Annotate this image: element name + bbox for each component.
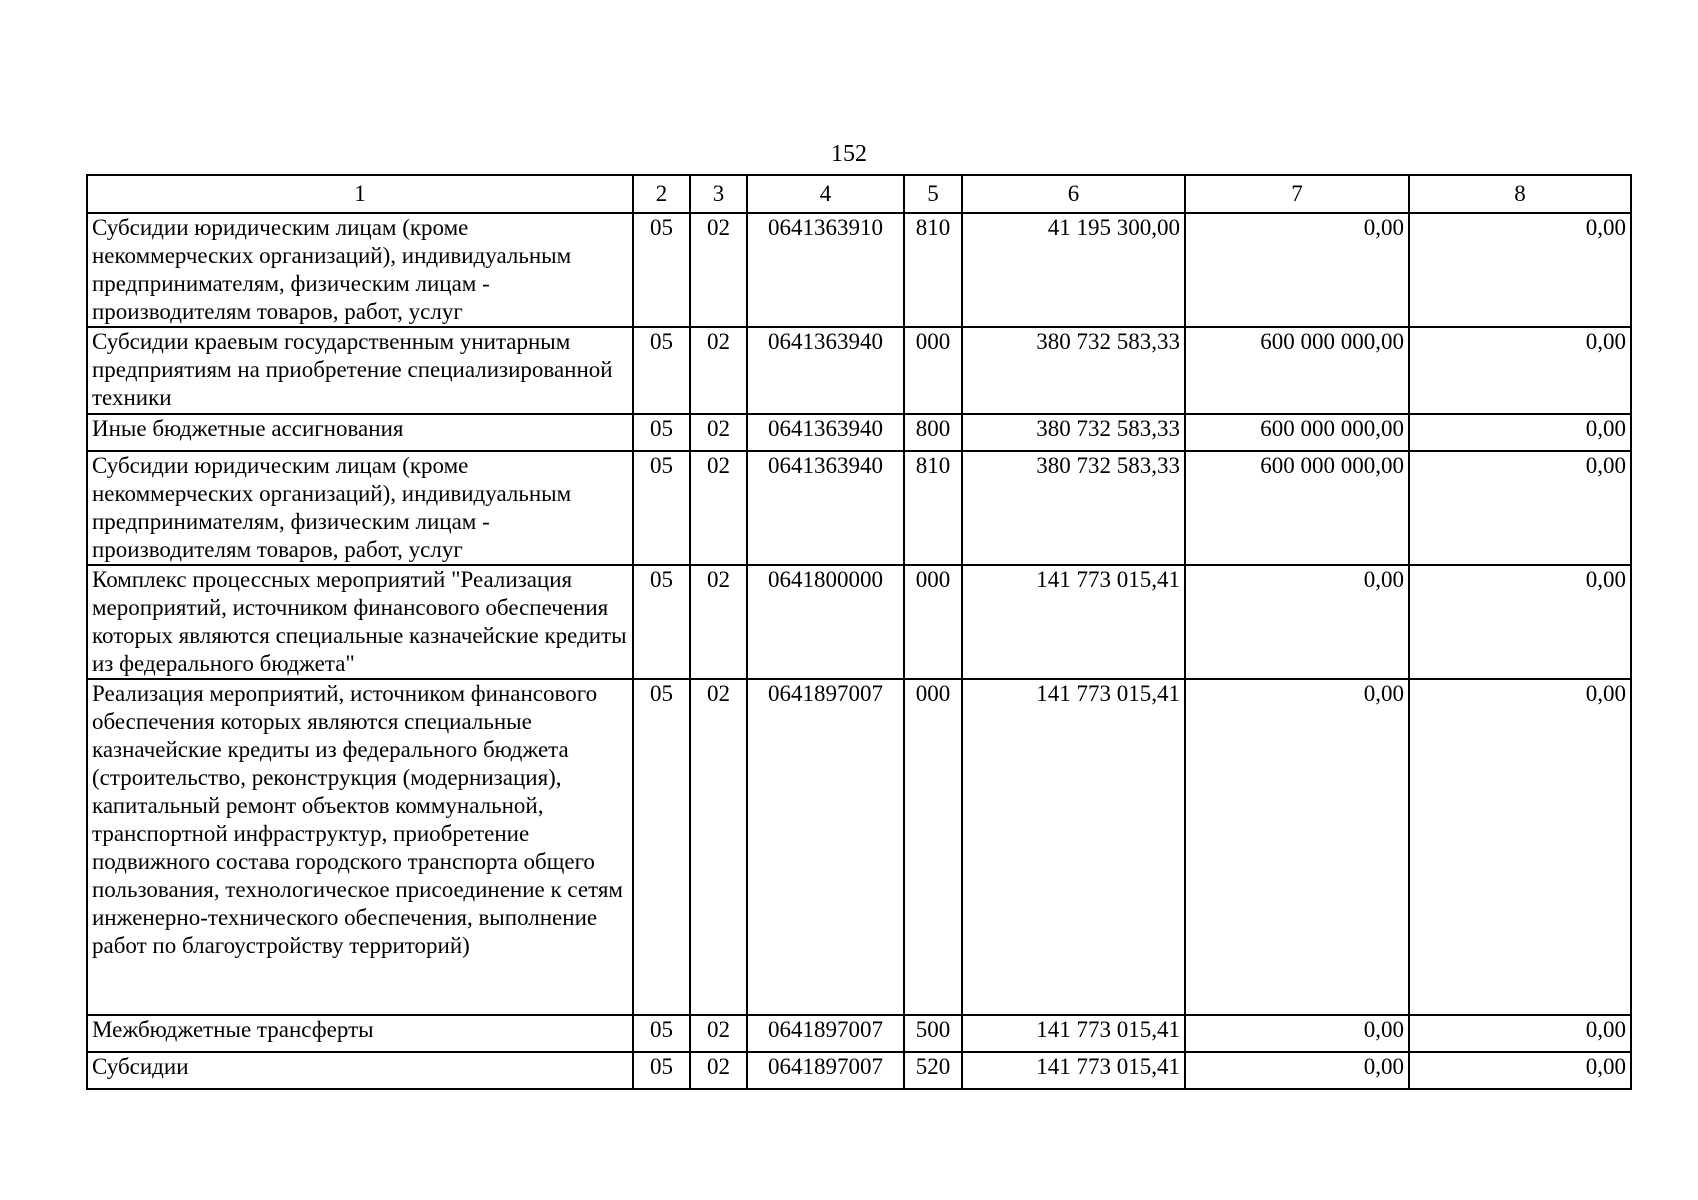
table-row [87, 679, 1631, 1015]
amount-col-6: 141 773 015,41 [962, 565, 1185, 679]
amount-col-6: 141 773 015,41 [962, 679, 1185, 1015]
section-code: 05 [633, 451, 690, 565]
target-article-code: 0641897007 [747, 1052, 904, 1089]
target-article-code: 0641363910 [747, 213, 904, 327]
expense-type-code: 810 [904, 213, 962, 327]
amount-col-7: 600 000 000,00 [1185, 327, 1409, 414]
column-header: 2 [633, 175, 690, 213]
column-header: 1 [87, 175, 633, 213]
section-code: 05 [633, 1015, 690, 1052]
amount-col-8: 0,00 [1409, 327, 1631, 414]
section-code: 05 [633, 213, 690, 327]
column-header: 8 [1409, 175, 1631, 213]
amount-col-7: 0,00 [1185, 213, 1409, 327]
section-code: 05 [633, 679, 690, 1015]
subsection-code: 02 [690, 1052, 747, 1089]
subsection-code: 02 [690, 679, 747, 1015]
target-article-code: 0641800000 [747, 565, 904, 679]
subsection-code: 02 [690, 414, 747, 451]
row-name: Межбюджетные трансферты [87, 1015, 633, 1052]
amount-col-8: 0,00 [1409, 213, 1631, 327]
column-header: 7 [1185, 175, 1409, 213]
subsection-code: 02 [690, 451, 747, 565]
subsection-code: 02 [690, 327, 747, 414]
target-article-code: 0641897007 [747, 679, 904, 1015]
column-header: 6 [962, 175, 1185, 213]
subsection-code: 02 [690, 1015, 747, 1052]
target-article-code: 0641363940 [747, 451, 904, 565]
expense-type-code: 000 [904, 327, 962, 414]
amount-col-7: 0,00 [1185, 1052, 1409, 1089]
table-row [87, 414, 1631, 451]
expense-type-code: 000 [904, 679, 962, 1015]
expense-type-code: 500 [904, 1015, 962, 1052]
table-row [87, 327, 1631, 414]
row-name: Комплекс процессных мероприятий "Реализация мероприятий, источником финансового обеспечения которых являются специальные казначейские кредиты из федерального бюджета" [87, 565, 633, 679]
row-name: Субсидии краевым государственным унитарным предприятиям на приобретение специализированной техники [87, 327, 633, 414]
target-article-code: 0641897007 [747, 1015, 904, 1052]
budget-table [86, 174, 1632, 1090]
amount-col-7: 0,00 [1185, 565, 1409, 679]
row-name: Субсидии юридическим лицам (кроме некоммерческих организаций), индивидуальным предпринимателям, физическим лицам - производителям товаров, работ, услуг [87, 213, 633, 327]
amount-col-7: 600 000 000,00 [1185, 451, 1409, 565]
table-row [87, 1052, 1631, 1089]
header-row [87, 175, 1631, 213]
table-row [87, 1015, 1631, 1052]
expense-type-code: 520 [904, 1052, 962, 1089]
amount-col-8: 0,00 [1409, 414, 1631, 451]
amount-col-7: 0,00 [1185, 1015, 1409, 1052]
section-code: 05 [633, 565, 690, 679]
target-article-code: 0641363940 [747, 414, 904, 451]
section-code: 05 [633, 327, 690, 414]
expense-type-code: 000 [904, 565, 962, 679]
amount-col-6: 141 773 015,41 [962, 1052, 1185, 1089]
amount-col-6: 141 773 015,41 [962, 1015, 1185, 1052]
amount-col-8: 0,00 [1409, 679, 1631, 1015]
subsection-code: 02 [690, 565, 747, 679]
table-row [87, 213, 1631, 327]
amount-col-8: 0,00 [1409, 565, 1631, 679]
amount-col-6: 380 732 583,33 [962, 327, 1185, 414]
row-name: Иные бюджетные ассигнования [87, 414, 633, 451]
amount-col-8: 0,00 [1409, 1015, 1631, 1052]
column-header: 4 [747, 175, 904, 213]
amount-col-7: 0,00 [1185, 679, 1409, 1015]
column-header: 3 [690, 175, 747, 213]
amount-col-7: 600 000 000,00 [1185, 414, 1409, 451]
row-name: Субсидии юридическим лицам (кроме некоммерческих организаций), индивидуальным предпринимателям, физическим лицам - производителям товаров, работ, услуг [87, 451, 633, 565]
subsection-code: 02 [690, 213, 747, 327]
table-row [87, 565, 1631, 679]
expense-type-code: 810 [904, 451, 962, 565]
amount-col-8: 0,00 [1409, 451, 1631, 565]
row-name: Реализация мероприятий, источником финансового обеспечения которых являются специальные казначейские кредиты из федерального бюджета (строительство, реконструкция (модернизация), капитальный ремонт объектов коммунальной, транспортной инфраструктур, приобретение подвижного состава городского транспорта общего пользования, технологическое присоединение к сетям инженерно-технического обеспечения, выполнение работ по благоустройству территорий) [87, 679, 633, 1015]
amount-col-8: 0,00 [1409, 1052, 1631, 1089]
page-number: 152 [831, 141, 867, 167]
section-code: 05 [633, 414, 690, 451]
section-code: 05 [633, 1052, 690, 1089]
table-row [87, 451, 1631, 565]
amount-col-6: 380 732 583,33 [962, 414, 1185, 451]
column-header: 5 [904, 175, 962, 213]
expense-type-code: 800 [904, 414, 962, 451]
target-article-code: 0641363940 [747, 327, 904, 414]
amount-col-6: 41 195 300,00 [962, 213, 1185, 327]
row-name: Субсидии [87, 1052, 633, 1089]
amount-col-6: 380 732 583,33 [962, 451, 1185, 565]
